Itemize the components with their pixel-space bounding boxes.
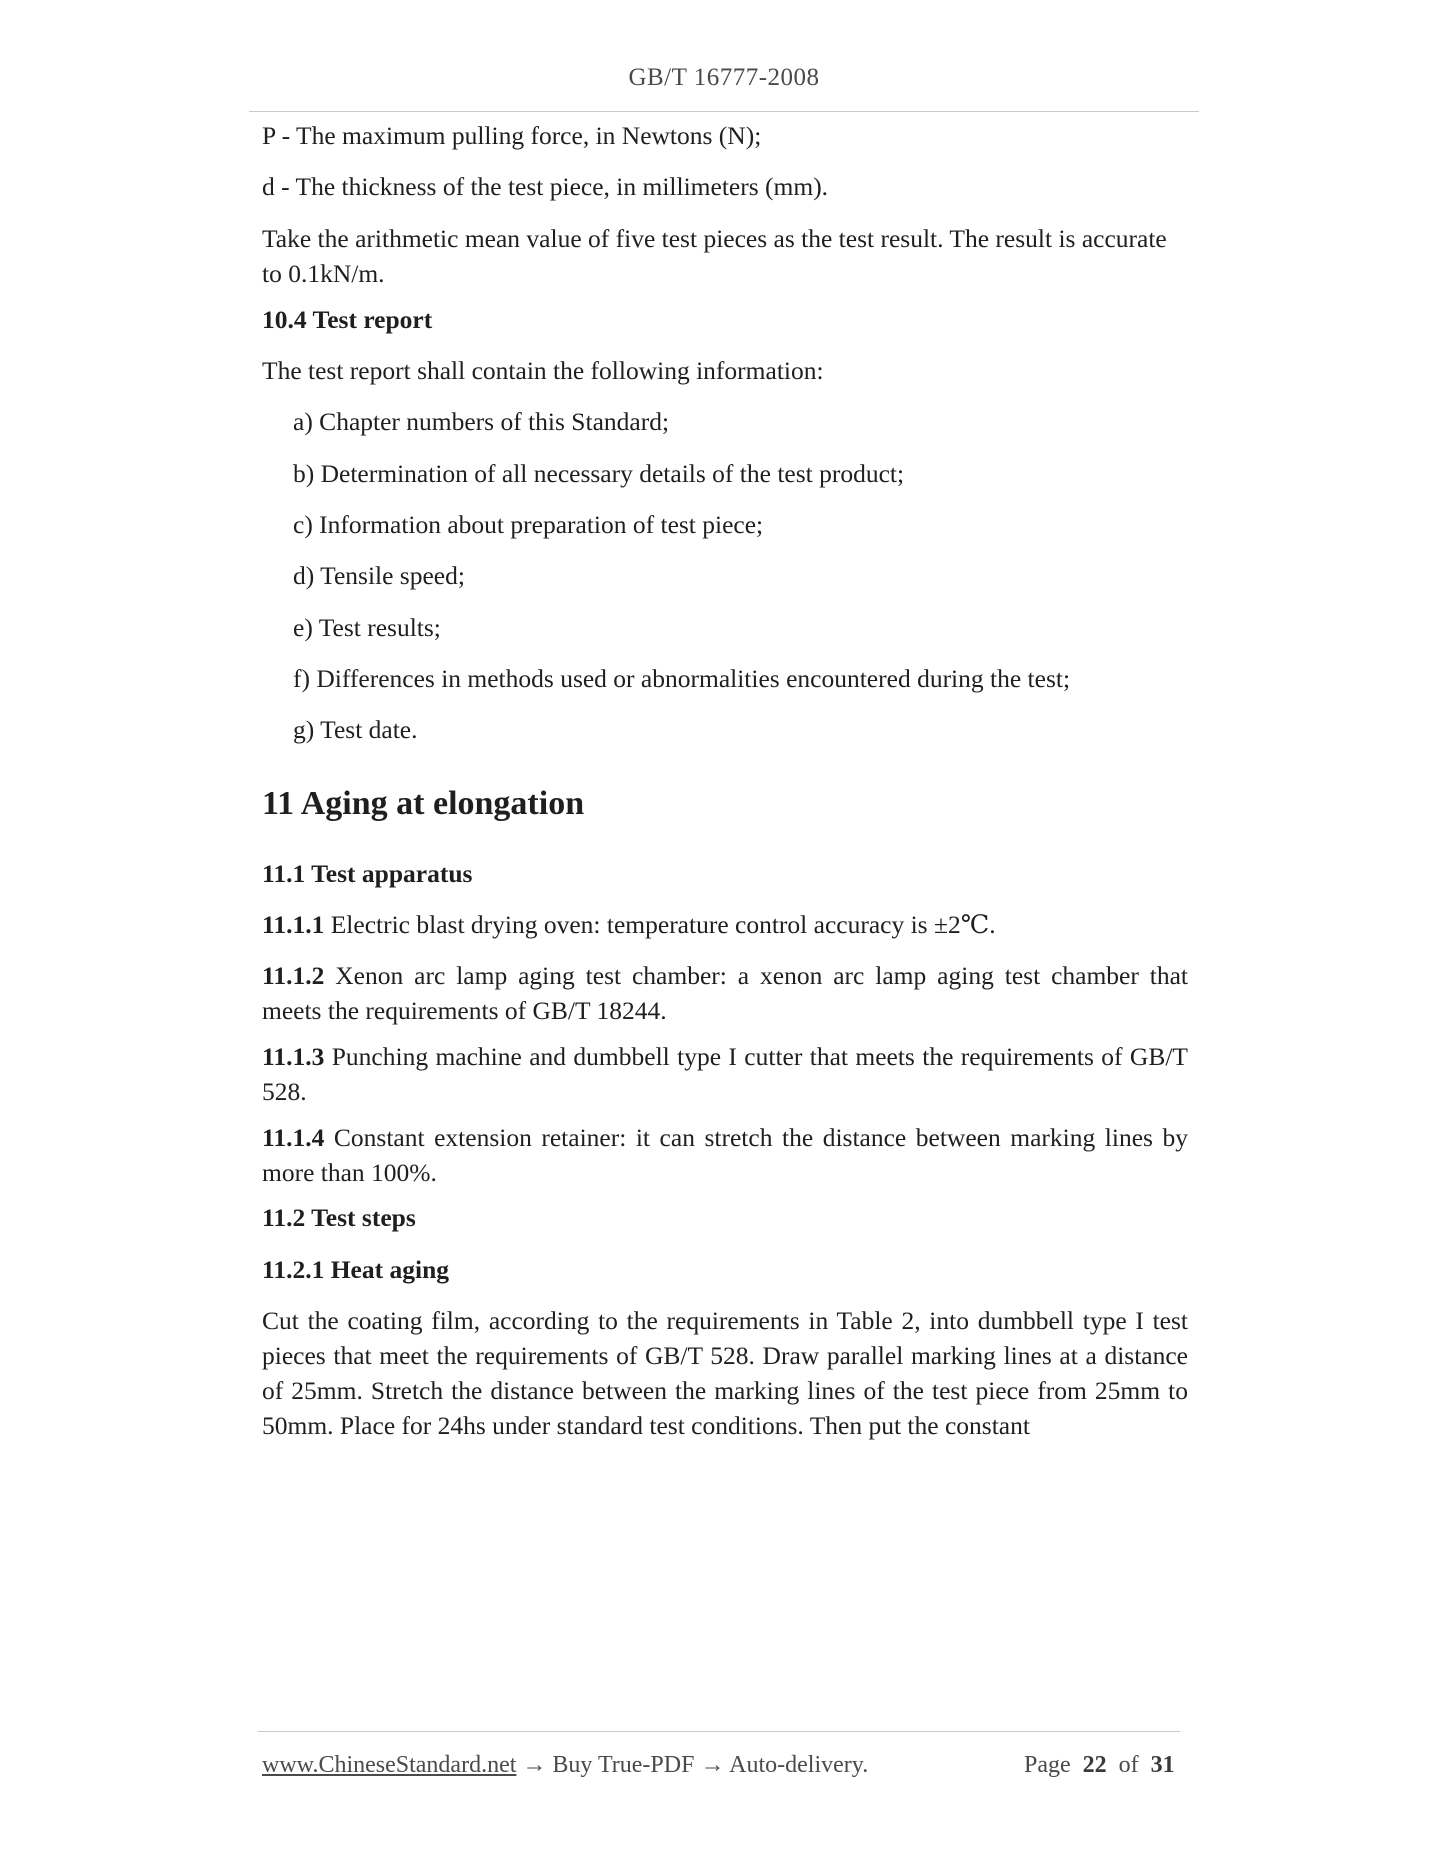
page-indicator: [1024, 1752, 1175, 1779]
clause-11-1-1: [262, 907, 1188, 942]
clause-text: Electric blast drying oven: temperature control accuracy is ±2℃.: [330, 910, 996, 939]
page-number: 22: [1082, 1752, 1107, 1778]
buy-text: Buy True-PDF: [552, 1752, 695, 1778]
header-divider: [249, 111, 1199, 112]
report-item: e) Test results;: [293, 613, 441, 642]
delivery-text: Auto-delivery.: [729, 1752, 869, 1778]
clause-number: 11.1.1: [262, 910, 325, 939]
arrow-icon: →: [522, 1752, 547, 1778]
report-item: f) Differences in methods used or abnormalities encountered during the test;: [293, 664, 1071, 693]
website-link[interactable]: www.ChineseStandard.net: [262, 1752, 517, 1778]
clause-text: Punching machine and dumbbell type I cutter that meets the requirements of GB/T 528.: [262, 1042, 1188, 1106]
clause-number: 11.1.4: [262, 1123, 325, 1152]
page-label: Page: [1024, 1752, 1071, 1778]
p-definition: P - The maximum pulling force, in Newtons (N);: [262, 121, 762, 150]
clause-text: Constant extension retainer: it can stretch the distance between marking lines by more than 100%.: [262, 1123, 1188, 1187]
report-item: a) Chapter numbers of this Standard;: [293, 407, 670, 436]
report-item: d) Tensile speed;: [293, 561, 465, 590]
section-10-4-heading: 10.4 Test report: [262, 305, 433, 334]
report-item: c) Information about preparation of test piece;: [293, 510, 764, 539]
mean-paragraph: Take the arithmetic mean value of five test pieces as the test result. The result is accurate to 0.1kN/m.: [262, 224, 1167, 288]
section-11-1-heading: 11.1 Test apparatus: [262, 859, 473, 888]
section-11-heading: 11 Aging at elongation: [262, 785, 585, 822]
clause-11-1-2: [262, 958, 1188, 1028]
clause-number: 11.1.2: [262, 961, 325, 990]
clause-11-1-4: [262, 1120, 1188, 1190]
report-item: g) Test date.: [293, 715, 418, 744]
of-label: of: [1118, 1752, 1139, 1778]
section-10-4-intro: The test report shall contain the following information:: [262, 356, 824, 385]
section-11-2-1-heading: 11.2.1 Heat aging: [262, 1255, 450, 1284]
section-11-2-heading: 11.2 Test steps: [262, 1203, 416, 1232]
arrow-icon: →: [700, 1752, 725, 1778]
heat-aging-paragraph: Cut the coating film, according to the requirements in Table 2, into dumbbell type I test pieces that meet the requirements of GB/T 528. Draw parallel marking lines at a distance of 25mm. Stretch the distance between the marking lines of the test piece from 25mm to 50mm. Place for 24hs under standard test conditions. Then put the constant: [262, 1306, 1188, 1440]
clause-11-1-3: [262, 1039, 1188, 1109]
clause-number: 11.1.3: [262, 1042, 325, 1071]
page-header: GB/T 16777-2008: [628, 64, 820, 91]
footer-divider: [258, 1731, 1180, 1732]
page-total: 31: [1150, 1752, 1175, 1778]
footer-promo: [262, 1752, 868, 1779]
d-definition: d - The thickness of the test piece, in millimeters (mm).: [262, 172, 829, 201]
report-item: b) Determination of all necessary details of the test product;: [293, 459, 905, 488]
clause-text: Xenon arc lamp aging test chamber: a xenon arc lamp aging test chamber that meets the requirements of GB/T 18244.: [262, 961, 1188, 1025]
